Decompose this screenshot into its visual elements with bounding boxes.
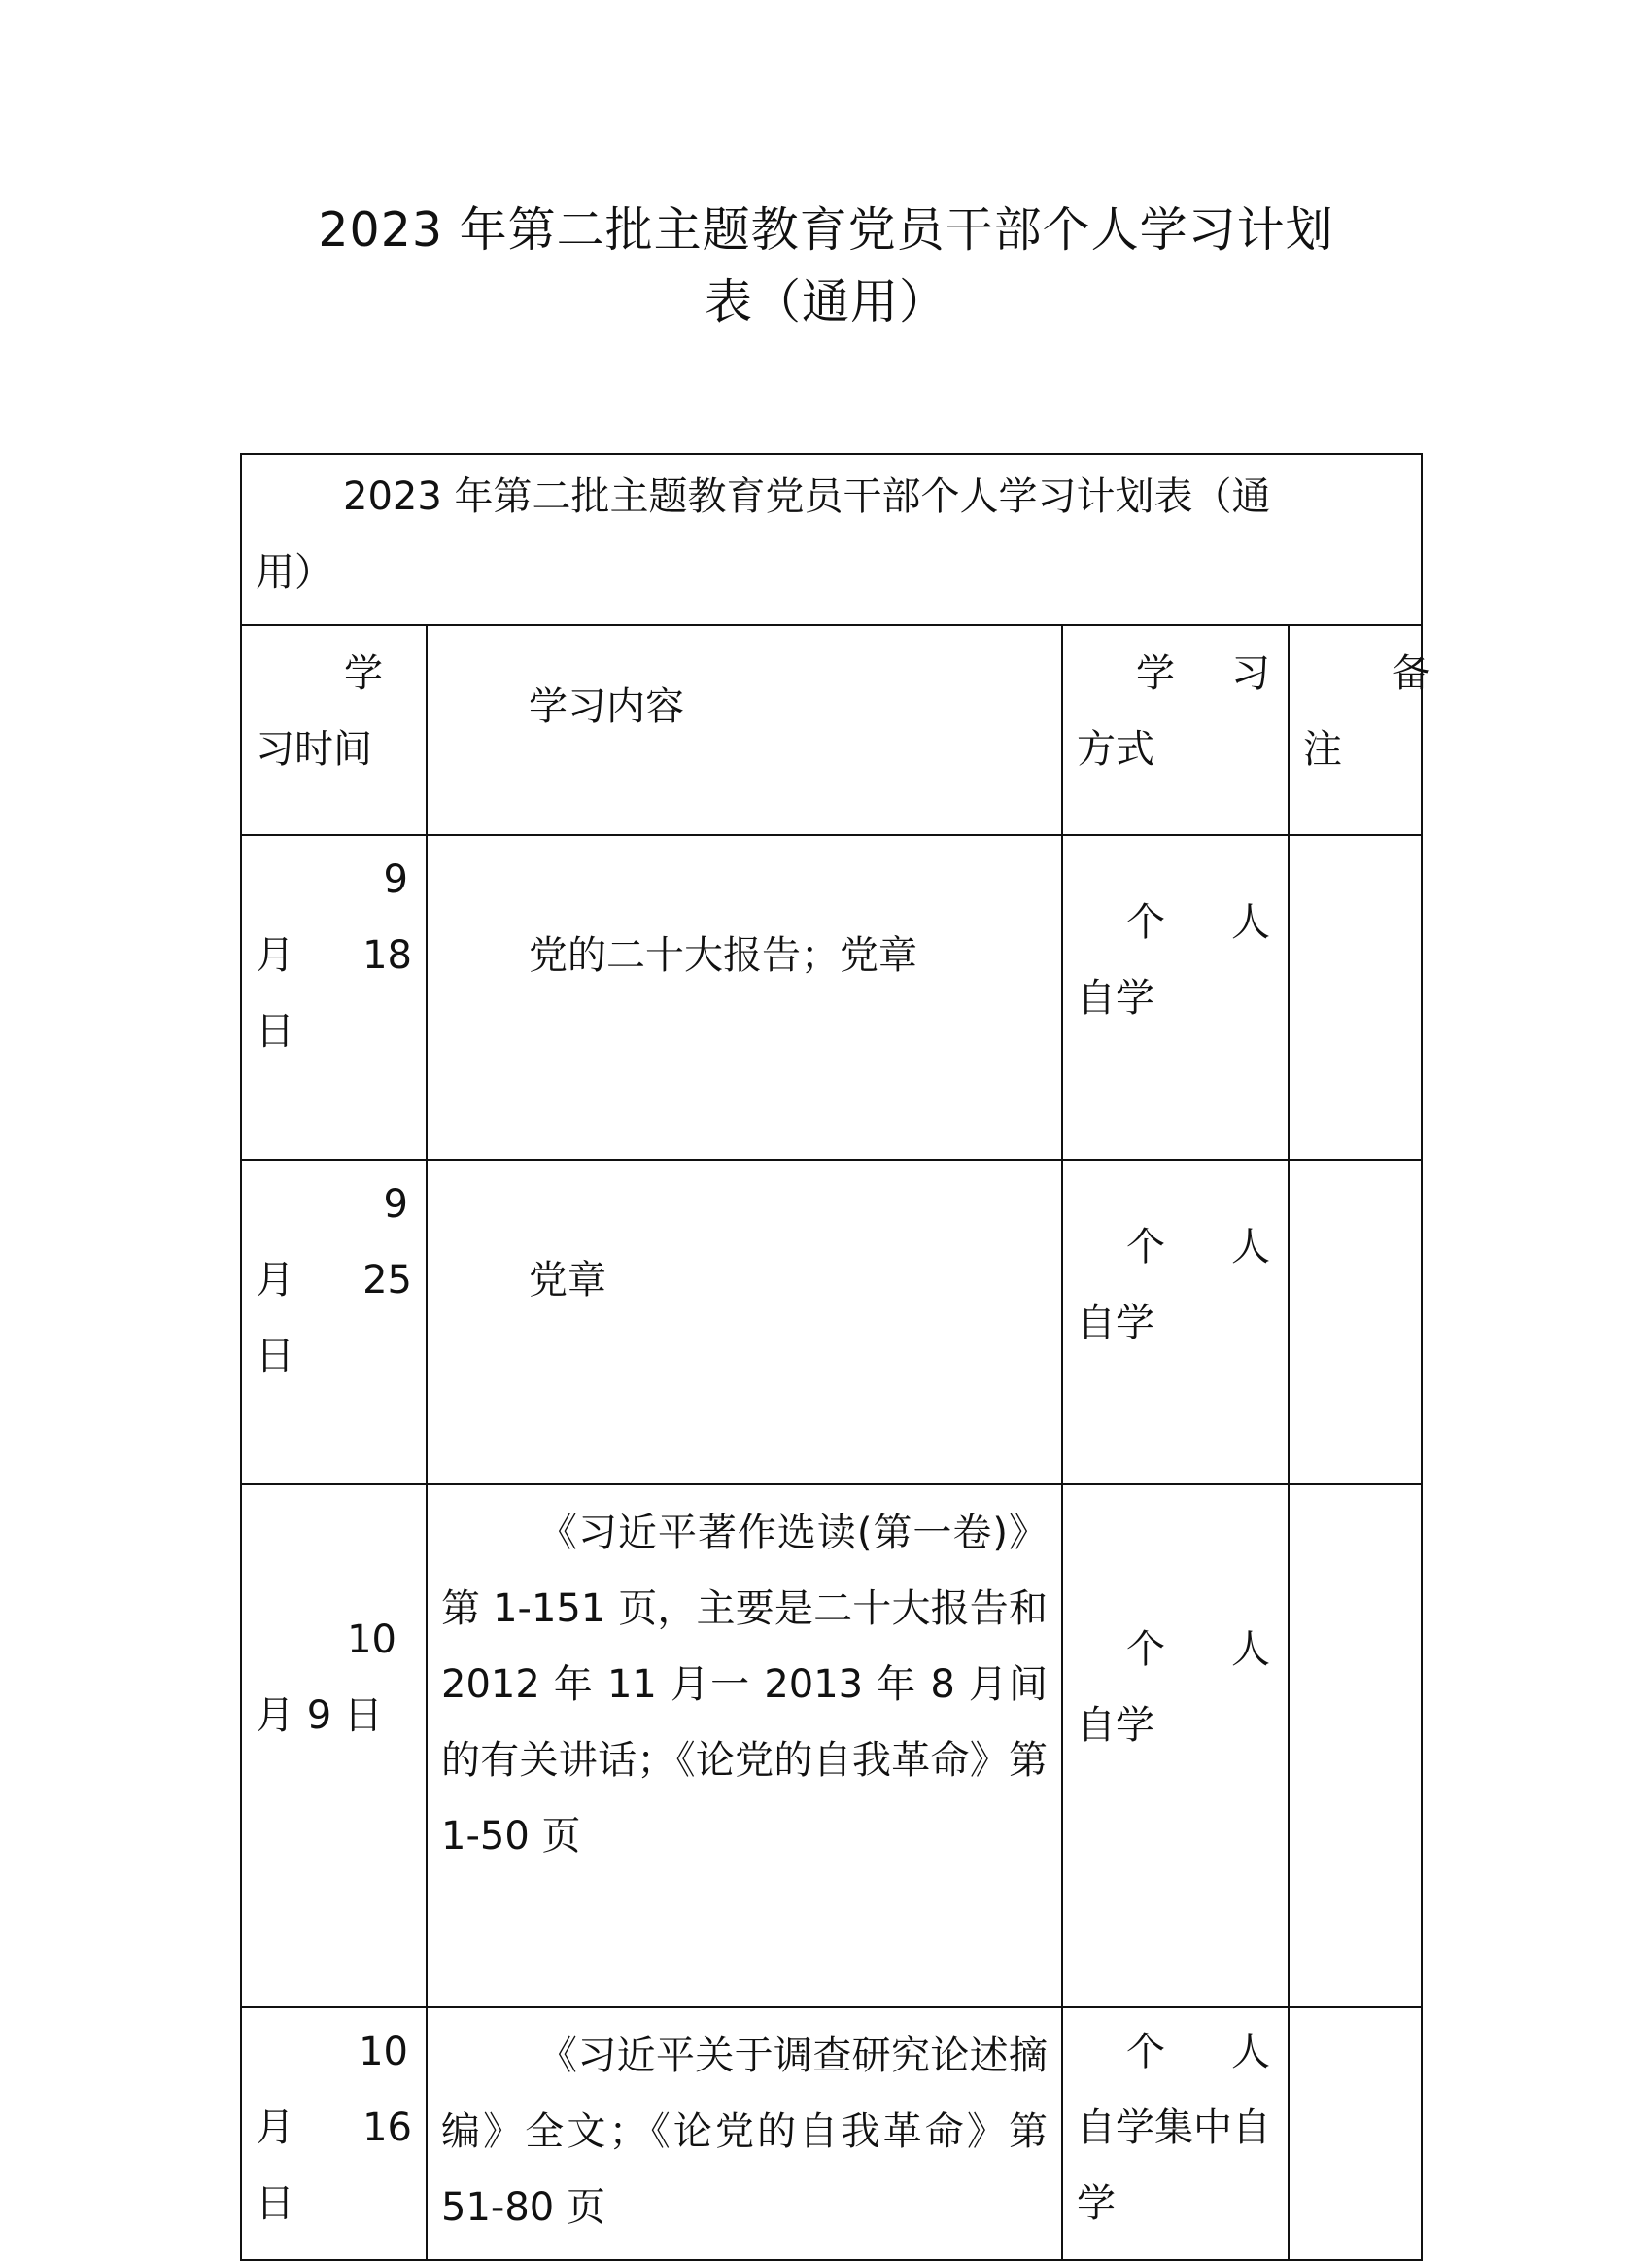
- date-cell: 10 月 9 日: [241, 1484, 427, 2007]
- study-plan-table: [240, 453, 1431, 2261]
- table-row: [241, 835, 1422, 1160]
- table-caption: [241, 454, 1422, 625]
- content-cell: 《习近平关于调查研究论述摘编》全文；《论党的自我革命》第 51-80 页: [427, 2007, 1062, 2260]
- caption-line-1: 2023 年第二批主题教育党员干部个人学习计划表（通: [343, 474, 1271, 519]
- header-note: 备 注: [1289, 625, 1422, 835]
- method-cell: 个 人 自学: [1062, 835, 1289, 1160]
- content-cell: 《习近平著作选读(第一卷)》第 1-151 页，主要是二十大报告和 2012 年 11 月一 2013 年 8 月间的有关讲话；《论党的自我革命》第 1-50 页: [427, 1484, 1062, 2007]
- document-title: [194, 194, 1458, 338]
- note-cell: [1289, 1484, 1422, 2007]
- title-line-1: 2023 年第二批主题教育党员干部个人学习计划: [318, 202, 1334, 258]
- content-cell: 党章: [427, 1160, 1062, 1484]
- date-cell: 9 月 25 日: [241, 1160, 427, 1484]
- table-row: [241, 2007, 1422, 2260]
- note-cell: [1289, 835, 1422, 1160]
- content-cell: 党的二十大报告；党章: [427, 835, 1062, 1160]
- note-cell: [1289, 1160, 1422, 1484]
- header-study-method: 学 习 方式: [1062, 625, 1289, 835]
- table-row: [241, 1160, 1422, 1484]
- method-cell: 个 人 自学: [1062, 1160, 1289, 1484]
- title-line-2: 表（通用）: [704, 274, 947, 330]
- header-study-content: 学习内容: [427, 625, 1062, 835]
- table-caption-row: [241, 454, 1422, 625]
- date-cell: 10 月 16 日: [241, 2007, 427, 2260]
- note-cell: [1289, 2007, 1422, 2260]
- table-row: [241, 1484, 1422, 2007]
- caption-line-2: 用）: [256, 550, 333, 595]
- header-study-time: 学 习时间: [241, 625, 427, 835]
- method-cell: 个 人 自学: [1062, 1484, 1289, 2007]
- method-cell: 个 人 自学集中自学: [1062, 2007, 1289, 2260]
- table-header-row: [241, 625, 1422, 835]
- date-cell: 9 月 18 日: [241, 835, 427, 1160]
